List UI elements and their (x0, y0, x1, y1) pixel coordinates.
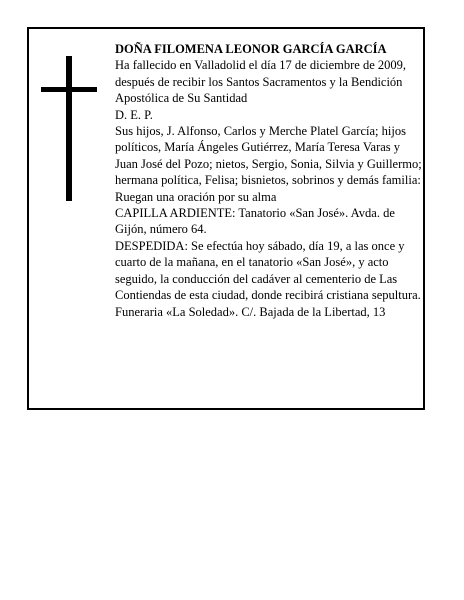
prayer-request: Ruegan una oración por su alma (115, 189, 277, 204)
obituary-notice (27, 27, 425, 410)
deceased-name: DOÑA FILOMENA LEONOR GARCÍA GARCÍA (115, 42, 387, 56)
rip-line: D. E. P. (115, 107, 153, 122)
farewell-details: DESPEDIDA: Se efectúa hoy sábado, día 19, a las once y cuarto de la mañana, en el tanatorio «San José», y acto seguido, la conducción del cadáver al cementerio de Las Contiendas de esta ciudad, donde recibirá cristiana sepultura. (115, 238, 421, 303)
death-announcement: Ha fallecido en Valladolid el día 17 de diciembre de 2009, después de recibir los Santos Sacramentos y la Bendición Apostólica de Su Santidad (115, 58, 406, 106)
funeral-home: Funeraria «La Soledad». C/. Bajada de la Libertad, 13 (115, 304, 386, 319)
notice-body (115, 41, 425, 320)
family-list: Sus hijos, J. Alfonso, Carlos y Merche Platel García; hijos políticos, María Ángeles Gutiérrez, María Teresa Varas y Juan José del Pozo; nietos, Sergio, Sonia, Silvia y Guillermo; hermana política, Felisa; bisnietos, sobrinos y demás familia: (115, 124, 422, 188)
cross-vertical-bar (66, 56, 72, 201)
cross-icon (41, 56, 97, 201)
cross-horizontal-bar (41, 87, 97, 92)
funeral-chapel: CAPILLA ARDIENTE: Tanatorio «San José». Avda. de Gijón, número 64. (115, 206, 395, 237)
